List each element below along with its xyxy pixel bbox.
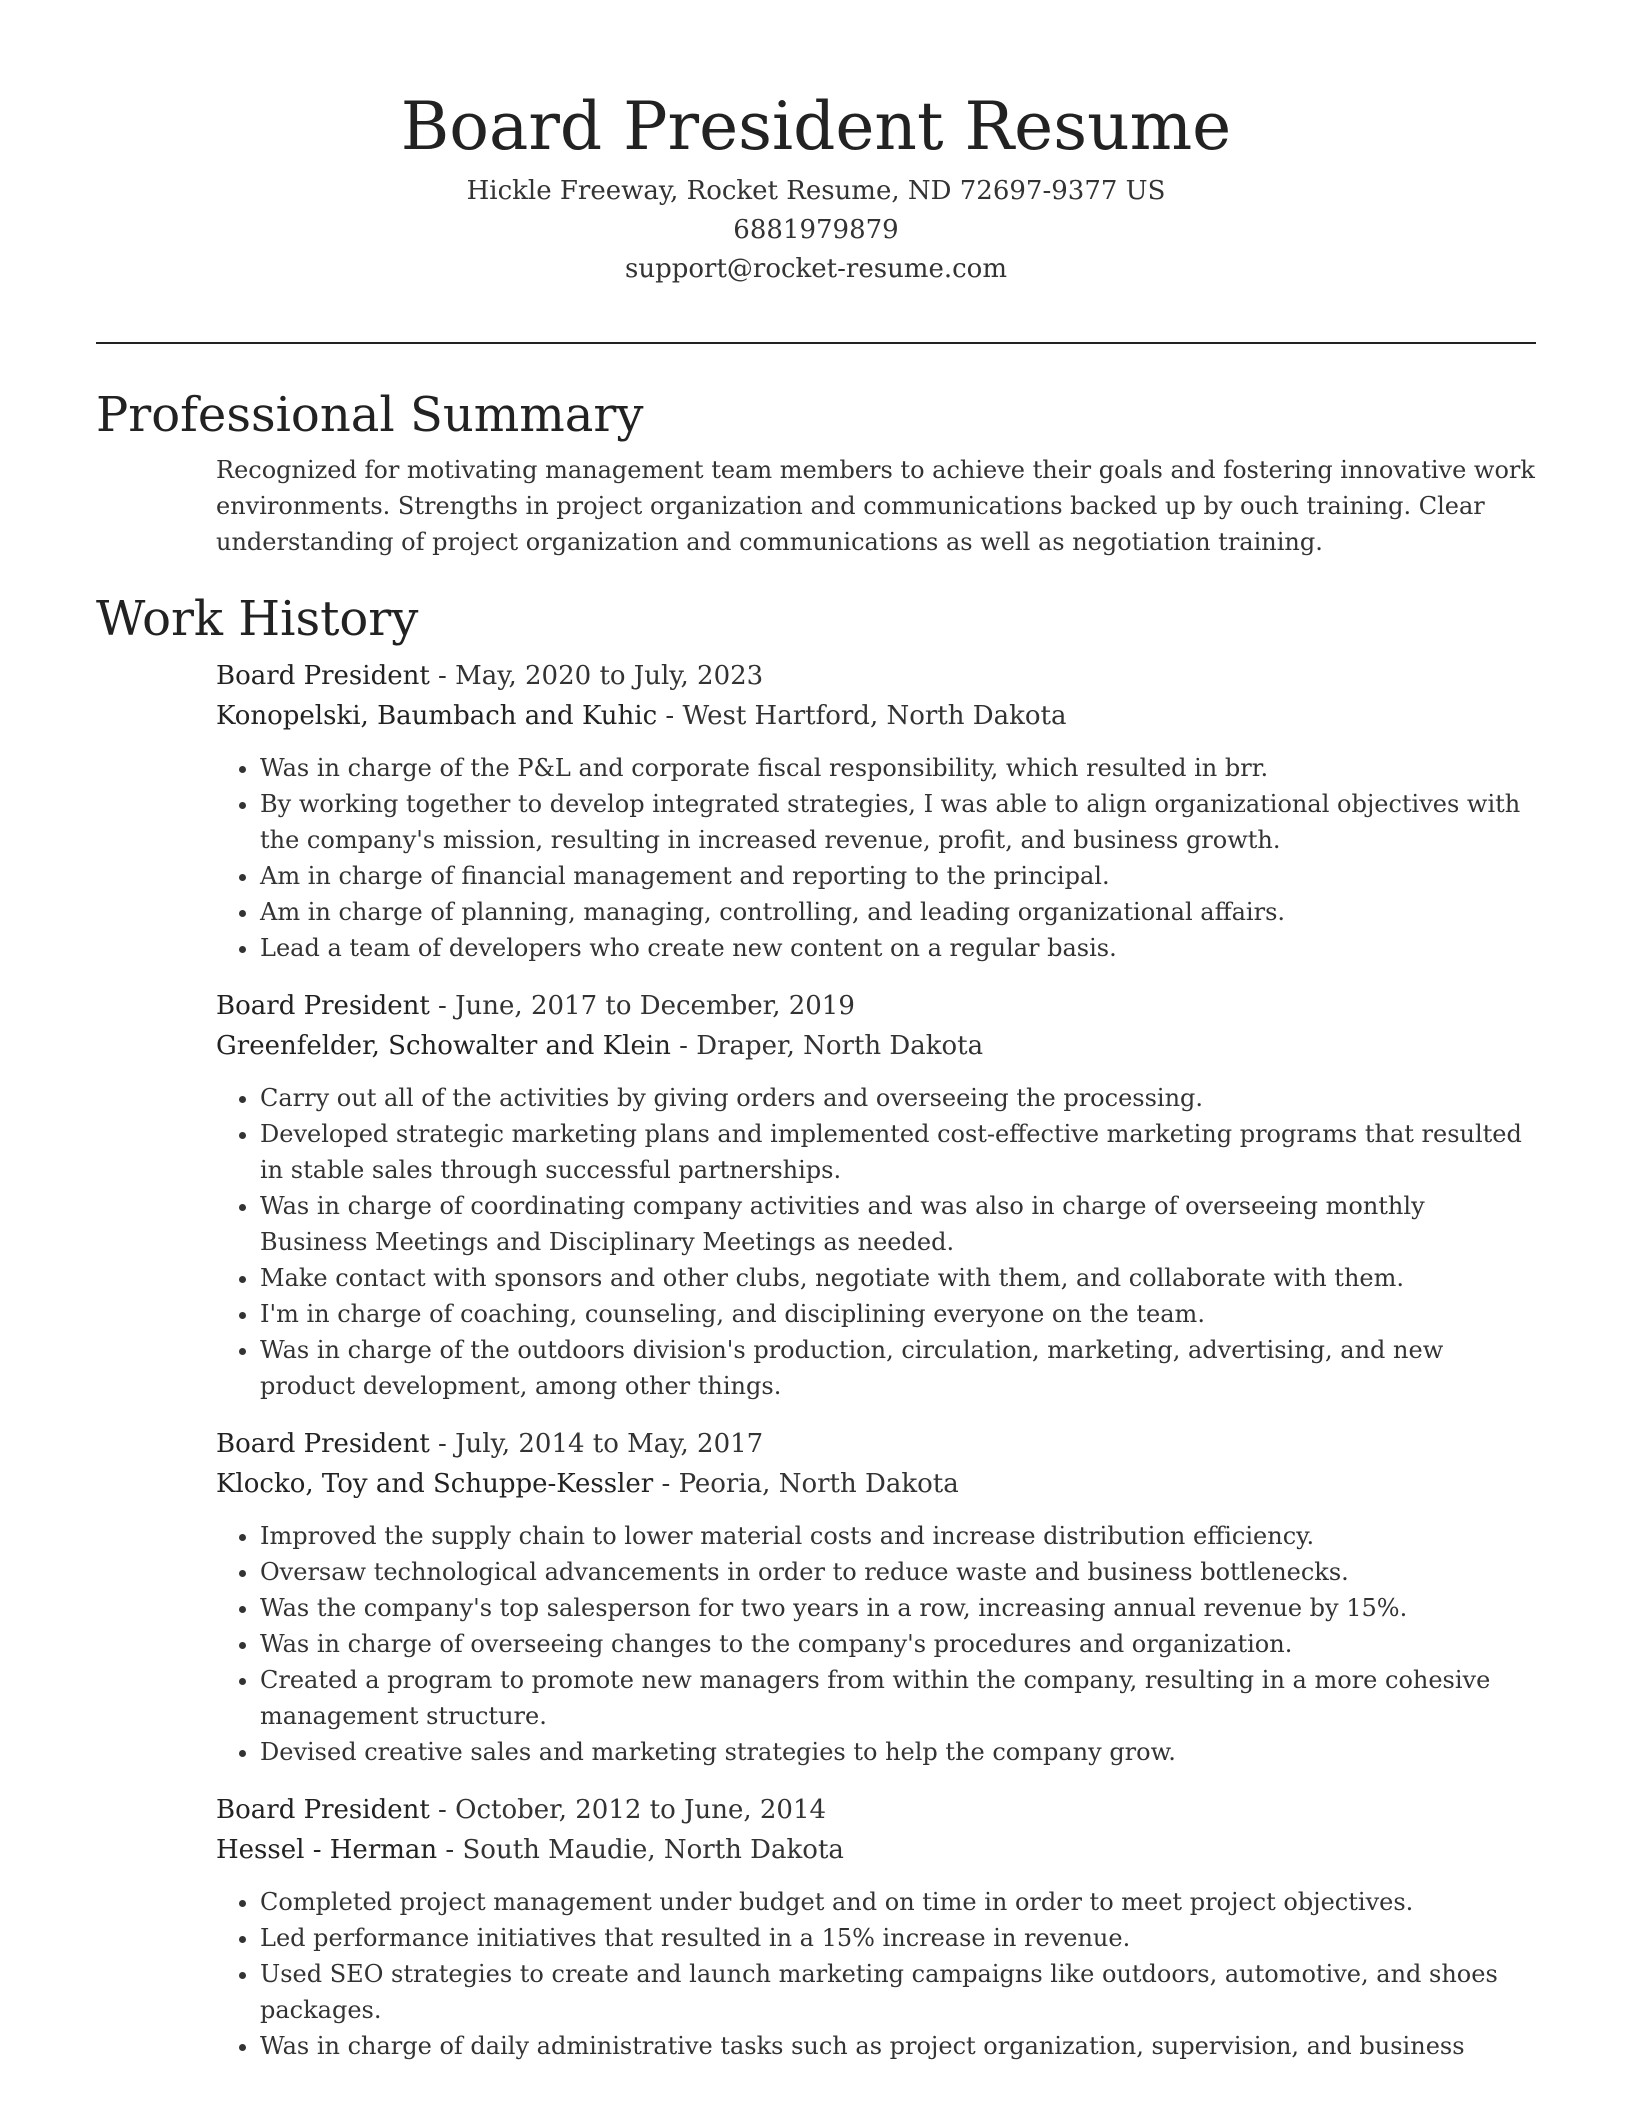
duty-item: • Developed strategic marketing plans and implemented cost-effective marketing programs that resulted in stable sales through successful partnerships. <box>260 1116 1536 1188</box>
duty-item: • Was in charge of daily administrative tasks such as project organization, supervision, and business <box>260 2028 1536 2064</box>
work-history-heading: Work History <box>96 591 419 647</box>
job-dates: October, 2012 to June, 2014 <box>455 1795 827 1825</box>
job-company: Klocko, Toy and Schuppe-Kessler <box>216 1469 654 1499</box>
duty-item: • I'm in charge of coaching, counseling, and disciplining everyone on the team. <box>260 1296 1536 1332</box>
job-dates: June, 2017 to December, 2019 <box>455 991 855 1021</box>
duty-item: • Was in charge of the outdoors division's production, circulation, marketing, advertising, and new product development, among other things. <box>260 1332 1536 1404</box>
job-company-line <box>216 696 1536 736</box>
separator: - <box>429 661 456 691</box>
work-history-list <box>96 656 1536 2064</box>
summary-text: Recognized for motivating management team members to achieve their goals and fostering innovative work environments. Strengths in project organization and communications backed up by ouch training. Clear understanding of project organization and communications as well as negotiation training. <box>216 456 1535 556</box>
job-duties <box>216 1080 1536 1404</box>
summary-heading: Professional Summary <box>96 387 644 443</box>
resume-body <box>96 378 1536 2084</box>
job-entry <box>216 656 1536 966</box>
job-location: Draper, North Dakota <box>696 1031 984 1061</box>
duty-item: • Was in charge of the P&L and corporate fiscal responsibility, which resulted in brr. <box>260 750 1536 786</box>
separator: - <box>429 991 456 1021</box>
separator: - <box>657 701 683 731</box>
job-company: Greenfelder, Schowalter and Klein <box>216 1031 671 1061</box>
contact-address: Hickle Freeway, Rocket Resume, ND 72697-9377 US <box>466 176 1166 206</box>
separator: - <box>429 1795 456 1825</box>
duty-item: • Am in charge of financial management and reporting to the principal. <box>260 858 1536 894</box>
job-location: Peoria, North Dakota <box>678 1469 959 1499</box>
duty-item: • Am in charge of planning, managing, controlling, and leading organizational affairs. <box>260 894 1536 930</box>
duty-item: • Led performance initiatives that resulted in a 15% increase in revenue. <box>260 1920 1536 1956</box>
job-location: South Maudie, North Dakota <box>462 1835 844 1865</box>
separator: - <box>429 1429 456 1459</box>
duty-item: • Created a program to promote new managers from within the company, resulting in a more cohesive management structure. <box>260 1662 1536 1734</box>
duty-item: • Was in charge of overseeing changes to the company's procedures and organization. <box>260 1626 1536 1662</box>
job-dates: July, 2014 to May, 2017 <box>455 1429 764 1459</box>
duty-item: • Was in charge of coordinating company activities and was also in charge of overseeing monthly Business Meetings and Disciplinary Meetings as needed. <box>260 1188 1536 1260</box>
job-company: Hessel - Herman <box>216 1835 438 1865</box>
job-company-line <box>216 1830 1536 1870</box>
job-entry <box>216 1790 1536 2064</box>
job-duties <box>216 1884 1536 2064</box>
duty-item: • Carry out all of the activities by giving orders and overseeing the processing. <box>260 1080 1536 1116</box>
contact-email: support@rocket-resume.com <box>624 254 1007 284</box>
duty-item: • Completed project management under budget and on time in order to meet project objectives. <box>260 1884 1536 1920</box>
resume-header <box>0 82 1632 289</box>
separator: - <box>670 1031 697 1061</box>
job-title-line <box>216 1790 1536 1830</box>
duty-item: • Devised creative sales and marketing strategies to help the company grow. <box>260 1734 1536 1770</box>
job-entry <box>216 986 1536 1404</box>
job-title: Board President <box>216 991 430 1021</box>
resume-title: Board President Resume <box>400 88 1232 165</box>
job-title: Board President <box>216 1429 430 1459</box>
job-title-line <box>216 986 1536 1026</box>
job-duties <box>216 1518 1536 1770</box>
job-title: Board President <box>216 1795 430 1825</box>
job-duties <box>216 750 1536 966</box>
job-company-line <box>216 1464 1536 1504</box>
job-entry <box>216 1424 1536 1770</box>
separator: - <box>653 1469 679 1499</box>
separator: - <box>437 1835 463 1865</box>
duty-item: • Oversaw technological advancements in order to reduce waste and business bottlenecks. <box>260 1554 1536 1590</box>
job-location: West Hartford, North Dakota <box>682 701 1067 731</box>
duty-item: • Used SEO strategies to create and launch marketing campaigns like outdoors, automotive, and shoes packages. <box>260 1956 1536 2028</box>
job-title-line <box>216 656 1536 696</box>
job-company-line <box>216 1026 1536 1066</box>
job-title-line <box>216 1424 1536 1464</box>
header-divider <box>96 342 1536 344</box>
duty-item: • Improved the supply chain to lower material costs and increase distribution efficiency. <box>260 1518 1536 1554</box>
contact-block <box>0 172 1632 289</box>
job-dates: May, 2020 to July, 2023 <box>455 661 764 691</box>
job-title: Board President <box>216 661 430 691</box>
contact-phone: 6881979879 <box>733 215 899 245</box>
duty-item: • Was the company's top salesperson for two years in a row, increasing annual revenue by 15%. <box>260 1590 1536 1626</box>
job-company: Konopelski, Baumbach and Kuhic <box>216 701 658 731</box>
duty-item: • By working together to develop integrated strategies, I was able to align organizational objectives with the company's mission, resulting in increased revenue, profit, and business growth. <box>260 786 1536 858</box>
duty-item: • Make contact with sponsors and other clubs, negotiate with them, and collaborate with them. <box>260 1260 1536 1296</box>
duty-item: • Lead a team of developers who create new content on a regular basis. <box>260 930 1536 966</box>
